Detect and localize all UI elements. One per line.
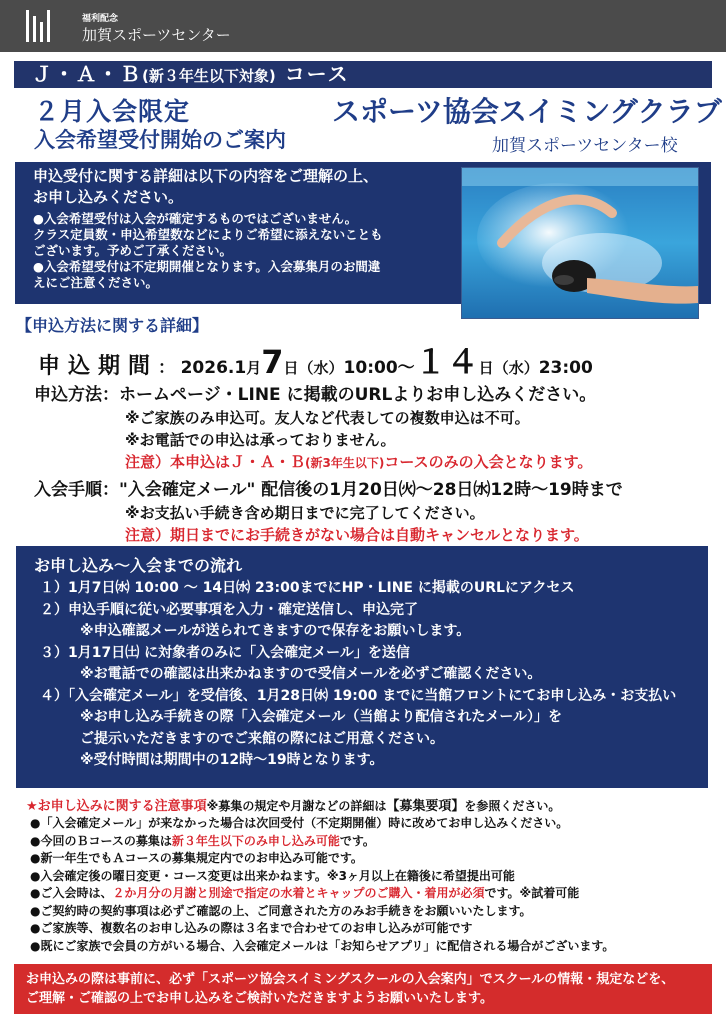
method-note: ※お電話での申込は承っておりません。 <box>125 431 396 449</box>
logo-icon <box>26 10 56 42</box>
flow-step: ３）1月17日㈯ に対象者のみに「入会確定メール」を送信 <box>40 644 410 661</box>
flow-step: １）1月7日㈬ 10:00 〜 14日㈬ 23:00までにHP・LINE に掲載のURLにアクセス <box>40 580 575 596</box>
branch-name: 加賀スポーツセンター校 <box>492 136 678 156</box>
intro-text <box>33 166 453 291</box>
flow-step: ２）申込手順に従い必要事項を入力・確定送信し、申込完了 <box>40 601 418 618</box>
flow-note: ※お電話での確認は出来かねますので受信メールを必ずご確認ください。 <box>80 666 542 682</box>
headline-limited: ２月入会限定 <box>34 97 191 126</box>
flow-step: ４）「入会確定メール」を受信後、1月28日㈬ 19:00 までに当館フロントにてお申し込み・お支払い <box>40 687 677 704</box>
flow-steps <box>40 578 700 772</box>
headline-guide: 入会希望受付開始のご案内 <box>34 128 286 152</box>
flow-note: ※申込確認メールが送られてきますので保存をお願いします。 <box>80 623 471 639</box>
method-warning: 注意）本申込はＪ・Ａ・Ｂ(新3年生以下)コースのみの入会となります。 <box>125 453 593 471</box>
application-method <box>34 383 694 546</box>
cautions-heading: ★お申し込みに関する注意事項※募集の規定や月謝などの詳細は【募集要項】を参照ください。 <box>26 799 561 814</box>
bottom-notice: お申込みの際は事前に、必ず「スポーツ協会スイミングスクールの入会案内」でスクールの情報・規定などを、 ご理解・ご確認の上でお申し込みをご検討いただきますようお願いいたします。 <box>14 964 712 1014</box>
period-label: 申込期間 <box>38 354 159 379</box>
club-name: スポーツ協会スイミングクラブ <box>332 95 722 128</box>
intro-notes: ●入会希望受付は入会が確定するものではございません。 クラス定員数・申込希望数などによりご希望に添えないことも ございます。予めご了承ください。 ●入会希望受付は不定期開催となります。入会募集月のお間違 えにご注意ください。 <box>33 211 383 290</box>
flow-note: ※受付時間は期間中の12時〜19時となります。 <box>80 752 384 768</box>
caution-item: ●今回のＢコースの募集は新３年生以下のみ申し込み可能です。 <box>30 833 375 848</box>
flow-note: ご提示いただきますのでご来館の際にはご用意ください。 <box>80 730 444 747</box>
intro-title: 申込受付に関する詳細は以下の内容をご理解の上、 お申し込みください。 <box>33 167 379 206</box>
flow-note: ※お申し込み手続きの際「入会確定メール（当館より配信されたメール）」を <box>80 709 563 725</box>
method-note: ※ご家族のみ申込可。友人など代表しての複数申込は不可。 <box>125 409 530 427</box>
caution-item: ●ご入会時は、２か月分の月謝と別途で指定の水着とキャップのご購入・着用が必須です。※試着可能 <box>30 886 580 900</box>
caution-item: ●新一年生でもＡコースの募集規定内でのお申込み可能です。 <box>30 851 363 865</box>
caution-item: ●入会確定後の曜日変更・コース変更は出来かねます。※3ヶ月以上在籍後に希望提出可能 <box>30 868 515 883</box>
procedure-note: ※お支払い手続き含め期日までに完了してください。 <box>125 504 485 522</box>
logo-subtitle: 福利配念 <box>82 14 119 24</box>
swimmer-photo <box>461 167 699 319</box>
logo-name: 加賀スポーツセンター <box>82 26 231 44</box>
method-line: 申込方法：ホームページ・LINE に掲載のURLよりお申し込みください。 <box>34 385 597 405</box>
course-band <box>14 61 712 88</box>
caution-item: ●ご家族等、複数名のお申し込みの際は３名まで合わせてのお申し込みが可能です <box>30 921 473 935</box>
application-period: 申込期間： 2026.1月7日（水）10:00〜１４日（水）23:00 <box>38 343 593 381</box>
cautions-list <box>30 815 710 955</box>
procedure-line: 入会手順："入会確定メール" 配信後の1月20日㈫〜28日㈬12時〜19時まで <box>34 480 623 500</box>
caution-item: ●「入会確定メール」が来なかった場合は次回受付（不定期開催）時に改めてお申し込みください。 <box>30 816 569 830</box>
course-target: (新３年生以下対象) <box>142 67 276 85</box>
course-name: Ｊ・Ａ・Ｂ <box>32 62 142 86</box>
procedure-warning: 注意）期日までにお手続きがない場合は自動キャンセルとなります。 <box>125 526 589 544</box>
course-suffix: コース <box>284 62 350 86</box>
caution-item: ●既にご家族で会員の方がいる場合、入会確定メールは「お知らせアプリ」に配信される場合がございます。 <box>30 938 615 953</box>
flow-title: お申し込み〜入会までの流れ <box>34 556 243 575</box>
caution-item: ●ご契約時の契約事項は必ずご確認の上、ご同意された方のみお手続きをお願いいたします。 <box>30 903 532 918</box>
details-heading: 【申込方法に関する詳細】 <box>16 316 209 335</box>
